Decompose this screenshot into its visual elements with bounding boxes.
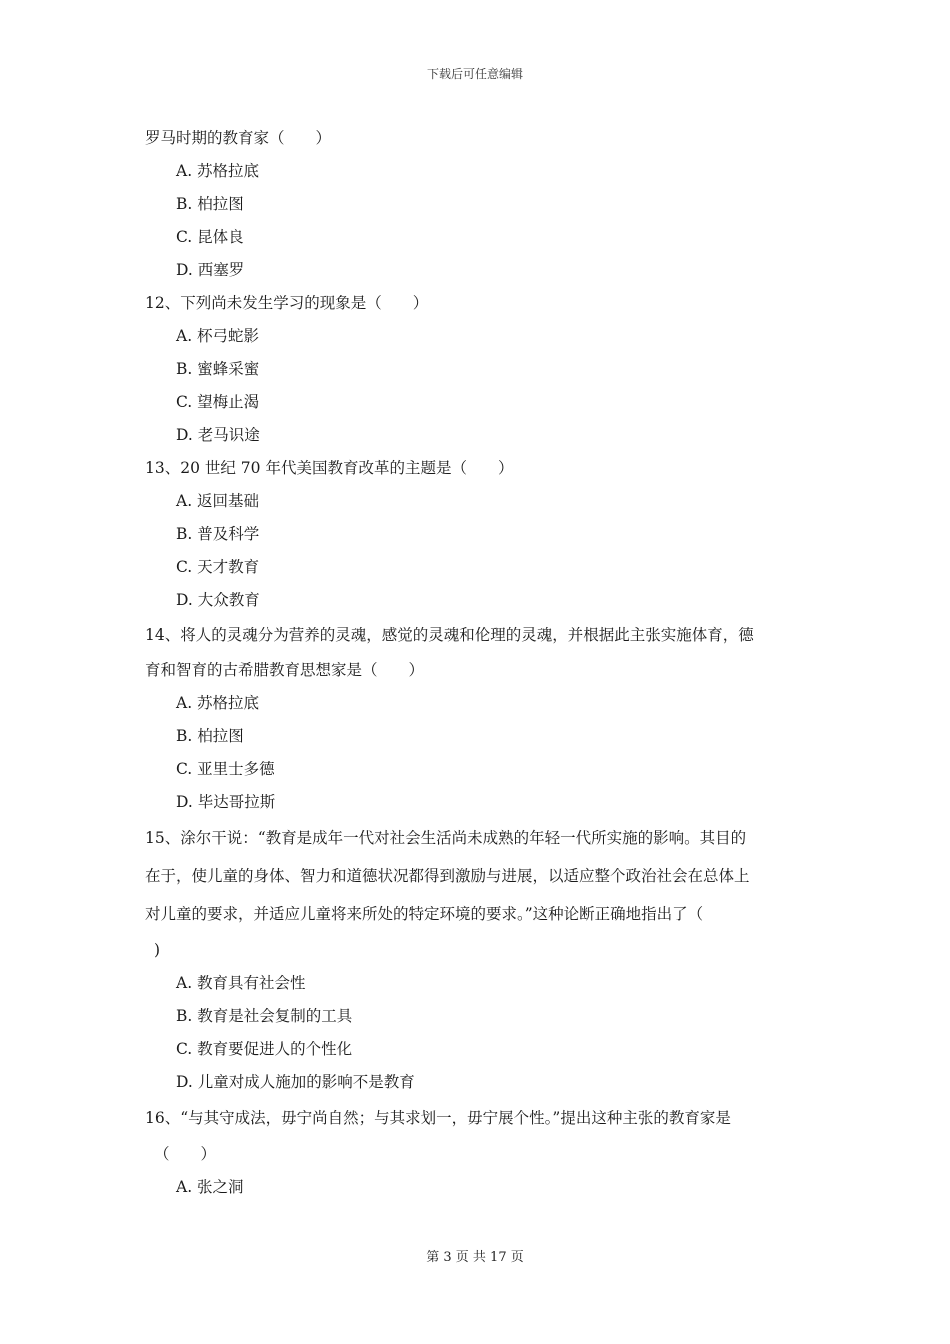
answer-option-a: A. 返回基础 [176, 492, 260, 510]
answer-option-d: D. 西塞罗 [176, 261, 245, 279]
answer-option-b: B. 蜜蜂采蜜 [176, 360, 260, 378]
question-stem-line: 在于，使儿童的身体、智力和道德状况都得到激励与进展，以适应整个政治社会在总体上 [145, 867, 750, 885]
answer-option-c: C. 望梅止渴 [176, 393, 260, 411]
question-block [145, 122, 810, 287]
question-stem: 13、20 世纪 70 年代美国教育改革的主题是（ ） [145, 459, 514, 477]
answer-option-c: C. 天才教育 [176, 558, 260, 576]
question-block [145, 452, 810, 617]
answer-option-c: C. 亚里士多德 [176, 760, 275, 778]
question-block [145, 287, 810, 452]
answer-option-d: D. 老马识途 [176, 426, 260, 444]
question-stem-line: ) [154, 941, 161, 959]
question-stem-line: （ ） [154, 1145, 217, 1163]
question-block [145, 617, 810, 819]
question-stem-line: 对儿童的要求，并适应儿童将来所处的特定环境的要求。”这种论断正确地指出了（ [145, 905, 704, 923]
question-stem-line: 14、将人的灵魂分为营养的灵魂，感觉的灵魂和伦理的灵魂，并根据此主张实施体育，德 [145, 626, 754, 644]
answer-option-b: B. 柏拉图 [176, 195, 244, 213]
question-stem-line: 15、涂尔干说：“教育是成年一代对社会生活尚未成熟的年轻一代所实施的影响。其目的 [145, 829, 747, 847]
question-block [145, 1099, 810, 1204]
question-stem-line: 育和智育的古希腊教育思想家是（ ） [145, 661, 425, 679]
answer-option-a: A. 杯弓蛇影 [176, 327, 260, 345]
answer-option-b: B. 柏拉图 [176, 727, 244, 745]
answer-option-b: B. 教育是社会复制的工具 [176, 1007, 353, 1025]
answer-option-a: A. 苏格拉底 [176, 162, 260, 180]
answer-option-c: C. 昆体良 [176, 228, 244, 246]
answer-option-a: A. 苏格拉底 [176, 694, 260, 712]
answer-option-b: B. 普及科学 [176, 525, 260, 543]
answer-option-a: A. 教育具有社会性 [176, 974, 306, 992]
answer-option-d: D. 毕达哥拉斯 [176, 793, 276, 811]
answer-option-d: D. 儿童对成人施加的影响不是教育 [176, 1073, 415, 1091]
question-stem-line: 16、“与其守成法，毋宁尚自然；与其求划一，毋宁展个性。”提出这种主张的教育家是 [145, 1109, 731, 1127]
question-block [145, 819, 810, 1099]
answer-option-c: C. 教育要促进人的个性化 [176, 1040, 353, 1058]
question-stem: 12、下列尚未发生学习的现象是（ ） [145, 294, 429, 312]
question-stem: 罗马时期的教育家（ ） [145, 129, 332, 147]
answer-option-d: D. 大众教育 [176, 591, 260, 609]
page-footer: 第 3 页 共 17 页 [426, 1250, 524, 1265]
question-list [145, 122, 810, 1204]
answer-option-a: A. 张之洞 [176, 1178, 244, 1196]
page-header: 下载后可任意编辑 [426, 67, 523, 81]
